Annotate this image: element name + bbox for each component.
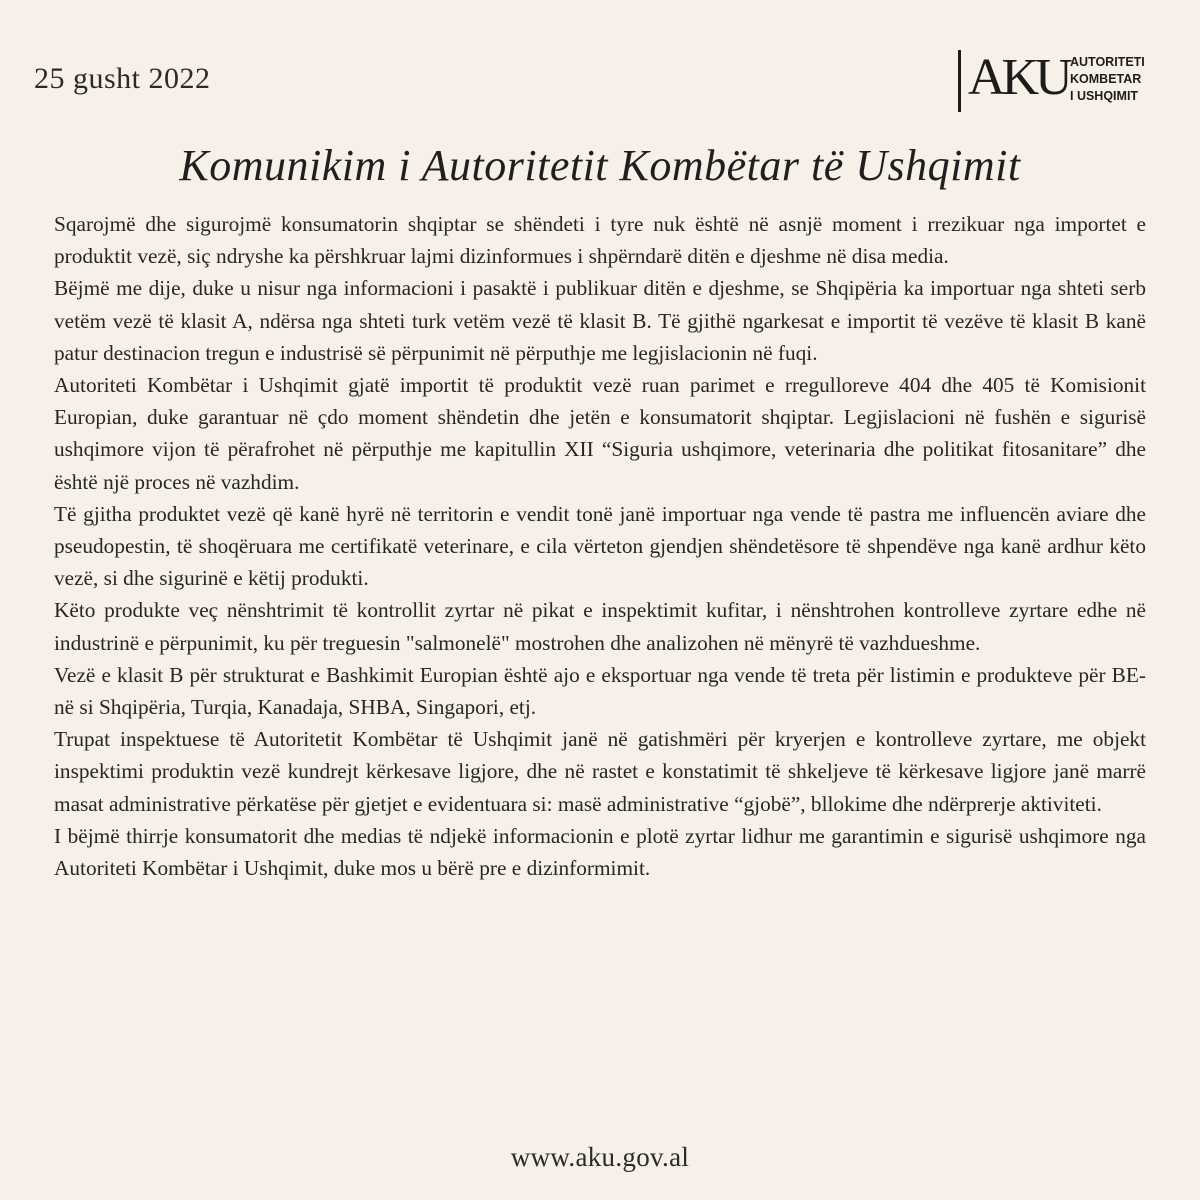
- logo-divider: [958, 50, 961, 112]
- page-title: Komunikim i Autoritetit Kombëtar të Ushqimit: [179, 141, 1021, 190]
- logo-line-2: KOMBETAR: [1070, 72, 1142, 86]
- logo-text: [1070, 54, 1145, 105]
- paragraph-3: Autoriteti Kombëtar i Ushqimit gjatë importit të produktit vezë ruan parimet e rregulloreve 404 dhe 405 të Komisionit Europian, duke garantuar në çdo moment shëndetin dhe jetën e konsumatorit shqiptar. Legjislacioni në fushën e sigurisë ushqimore vijon të përafrohet në përputhje me kapitullin XII “Siguria ushqimore, veterinaria dhe politikat fitosanitare” dhe është një proces në vazhdim.: [54, 373, 1146, 494]
- logo-mark: AKU: [968, 49, 1069, 106]
- paragraph-4: Të gjitha produktet vezë që kanë hyrë në territorin e vendit tonë janë importuar nga vende të pastra me influencën aviare dhe pseudopestin, të shoqëruara me certifikatë veterinare, e cila vërteton gjendjen shëndetësore të shpendëve nga kanë ardhur këto vezë, si dhe sigurinë e këtij produkti.: [54, 501, 1146, 591]
- logo-line-3: I USHQIMIT: [1070, 89, 1139, 103]
- paragraph-6: Vezë e klasit B për strukturat e Bashkimit Europian është ajo e eksportuar nga vende të treta për listimin e produkteve për BE-në si Shqipëria, Turqia, Kanadaja, SHBA, Singapori, etj.: [54, 662, 1146, 720]
- paragraph-1: Sqarojmë dhe sigurojmë konsumatorin shqiptar se shëndeti i tyre nuk është në asnjë moment i rrezikuar nga importet e produktit vezë, siç ndryshe ka përshkruar lajmi dizinformues i shpërndarë ditën e djeshme në disa media.: [54, 212, 1146, 269]
- paragraph-5: Këto produkte veç nënshtrimit të kontrollit zyrtar në pikat e inspektimit kufitar, i nënshtrohen kontrolleve zyrtare edhe në industrinë e përpunimit, ku për treguesin "salmonelë" mostrohen dhe analizohen në mënyrë të vazhdueshme.: [54, 598, 1146, 655]
- paragraph-8: I bëjmë thirrje konsumatorit dhe medias të ndjekë informacionin e plotë zyrtar lidhur me garantimin e sigurisë ushqimore nga Autoriteti Kombëtar i Ushqimit, duke mos u bërë pre e dizinformimit.: [54, 823, 1146, 881]
- communique-body: [54, 208, 1146, 884]
- document-date: 25 gusht 2022: [34, 62, 211, 95]
- website-link[interactable]: www.aku.gov.al: [510, 1142, 690, 1172]
- aku-logo: [958, 46, 1158, 116]
- paragraph-2: Bëjmë me dije, duke u nisur nga informacioni i pasaktë i publikuar ditën e djeshme, se Shqipëria ka importuar nga shteti serb vetëm vezë të klasit A, ndërsa nga shteti turk vetëm vezë të klasit B. Të gjithë ngarkesat e importit të vezëve të klasit B kanë patur destinacion tregun e industrisë së përpunimit në përputhje me legjislacionin në fuqi.: [54, 276, 1146, 365]
- logo-line-1: AUTORITETI: [1070, 55, 1145, 69]
- paragraph-7: Trupat inspektuese të Autoritetit Kombëtar të Ushqimit janë në gatishmëri për kryerjen e kontrolleve zyrtare, me objekt inspektimi produktin vezë kundrejt kërkesave ligjore, dhe në rastet e konstatimit të shkeljeve të kërkesave ligjore janë marrë masat administrative përkatëse për gjetjet e evidentuara si: masë administrative “gjobë”, bllokime dhe ndërprerje aktiviteti.: [54, 727, 1146, 816]
